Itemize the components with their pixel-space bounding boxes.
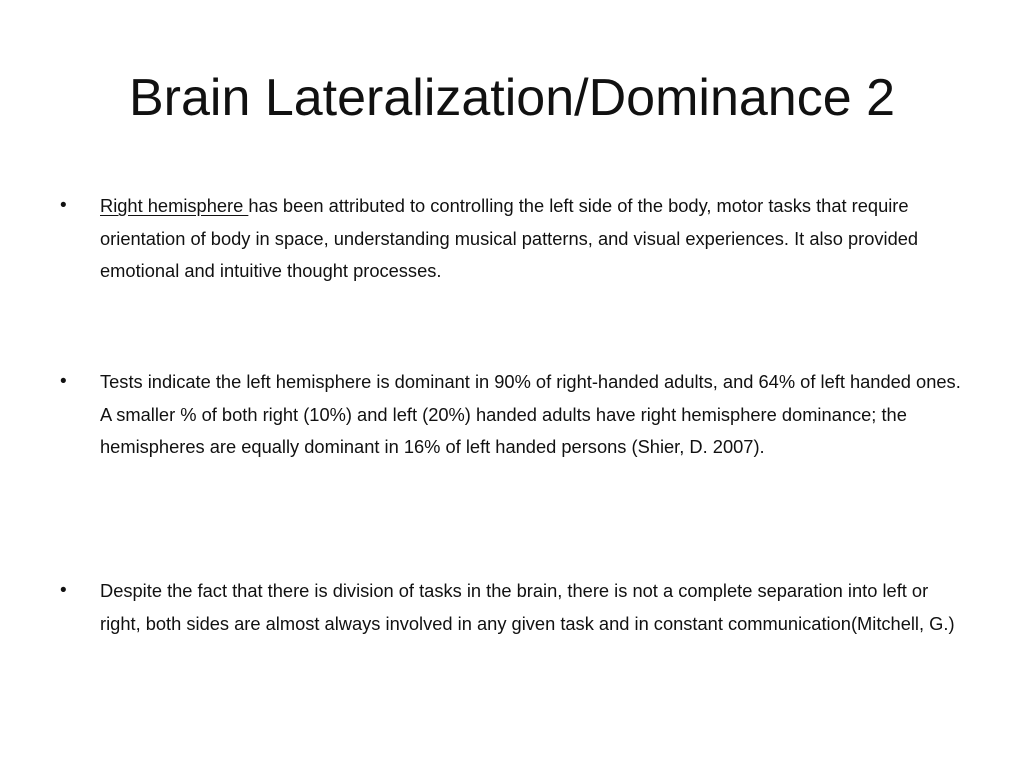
bullet-marker: • [60, 371, 67, 392]
bullet-body: has been attributed to controlling the left side of the body, motor tasks that require orientation of body in space, understanding musical patterns, and visual experiences. It also provided emotional and intuitive thought processes. [100, 195, 919, 281]
bullet-marker: • [60, 195, 67, 216]
bullet-text: Tests indicate the left hemisphere is dominant in 90% of right-handed adults, and 64% of left handed ones. A smaller % of both right (10%) and left (20%) handed adults have right hemisphere dominance; the hemispheres are equally dominant in 16% of left handed persons (Shier, D. 2007). [100, 371, 961, 457]
bullet-text: Despite the fact that there is division of tasks in the brain, there is not a complete separation into left or right, both sides are almost always involved in any given task and in constant communication(Mitchell, G.) [100, 580, 955, 634]
bullet-lead-term: Right hemisphere [100, 195, 249, 216]
bullet-marker: • [60, 580, 67, 601]
slide-title: Brain Lateralization/Dominance 2 [129, 69, 895, 127]
bullet-text [100, 190, 970, 288]
